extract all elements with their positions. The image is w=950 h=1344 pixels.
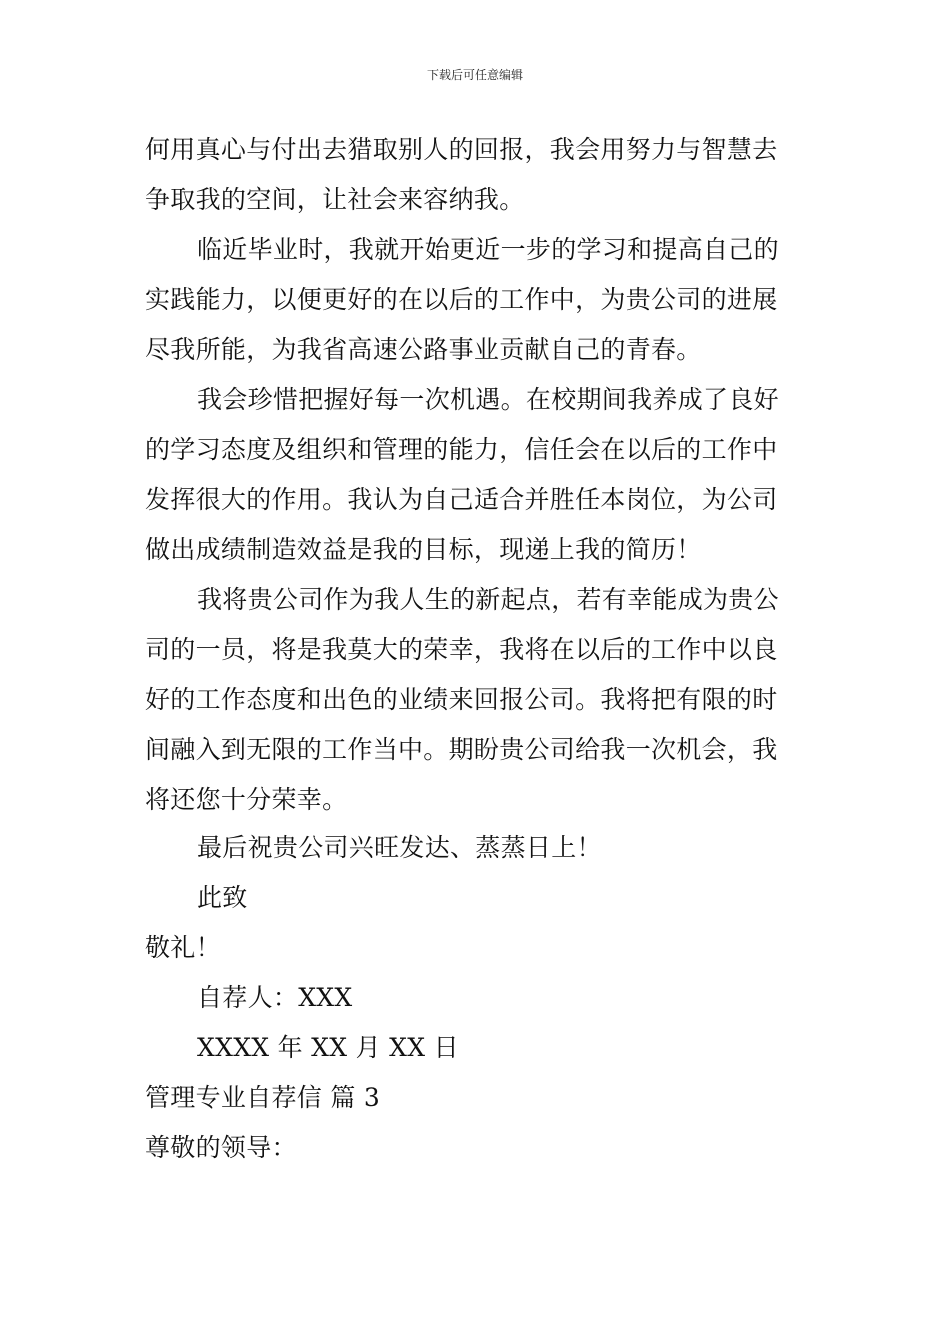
body-line: 实践能力，以便更好的在以后的工作中，为贵公司的进展 bbox=[145, 285, 778, 314]
body-line: 好的工作态度和出色的业绩来回报公司。我将把有限的时 bbox=[145, 685, 778, 714]
section-heading: 管理专业自荐信 篇 3 bbox=[145, 1083, 381, 1112]
body-line: 我会珍惜把握好每一次机遇。在校期间我养成了良好 bbox=[197, 385, 779, 414]
body-line: 争取我的空间，让社会来容纳我。 bbox=[145, 185, 525, 214]
body-line: 临近毕业时，我就开始更近一步的学习和提高自己的 bbox=[197, 235, 779, 264]
signature-line: 自荐人：XXX bbox=[197, 983, 353, 1012]
closing-wish: 最后祝贵公司兴旺发达、蒸蒸日上！ bbox=[197, 833, 602, 862]
greeting-line: 尊敬的领导： bbox=[145, 1133, 297, 1162]
body-line: 司的一员，将是我莫大的荣幸，我将在以后的工作中以良 bbox=[145, 635, 778, 664]
body-line: 将还您十分荣幸。 bbox=[145, 785, 348, 814]
body-line: 的学习态度及组织和管理的能力，信任会在以后的工作中 bbox=[145, 435, 778, 464]
body-line: 尽我所能，为我省高速公路事业贡献自己的青春。 bbox=[145, 335, 702, 364]
body-line: 我将贵公司作为我人生的新起点，若有幸能成为贵公 bbox=[197, 585, 779, 614]
body-line: 发挥很大的作用。我认为自己适合并胜任本岗位，为公司 bbox=[145, 485, 778, 514]
closing-regards: 敬礼！ bbox=[145, 933, 221, 962]
page-header-note: 下载后可任意编辑 bbox=[426, 68, 523, 82]
date-line: XXXX 年 XX 月 XX 日 bbox=[197, 1033, 459, 1062]
body-line: 何用真心与付出去猎取别人的回报，我会用努力与智慧去 bbox=[145, 135, 778, 164]
closing-salutation: 此致 bbox=[197, 883, 248, 912]
body-line: 做出成绩制造效益是我的目标，现递上我的简历！ bbox=[145, 535, 702, 564]
body-line: 间融入到无限的工作当中。期盼贵公司给我一次机会，我 bbox=[145, 735, 778, 764]
